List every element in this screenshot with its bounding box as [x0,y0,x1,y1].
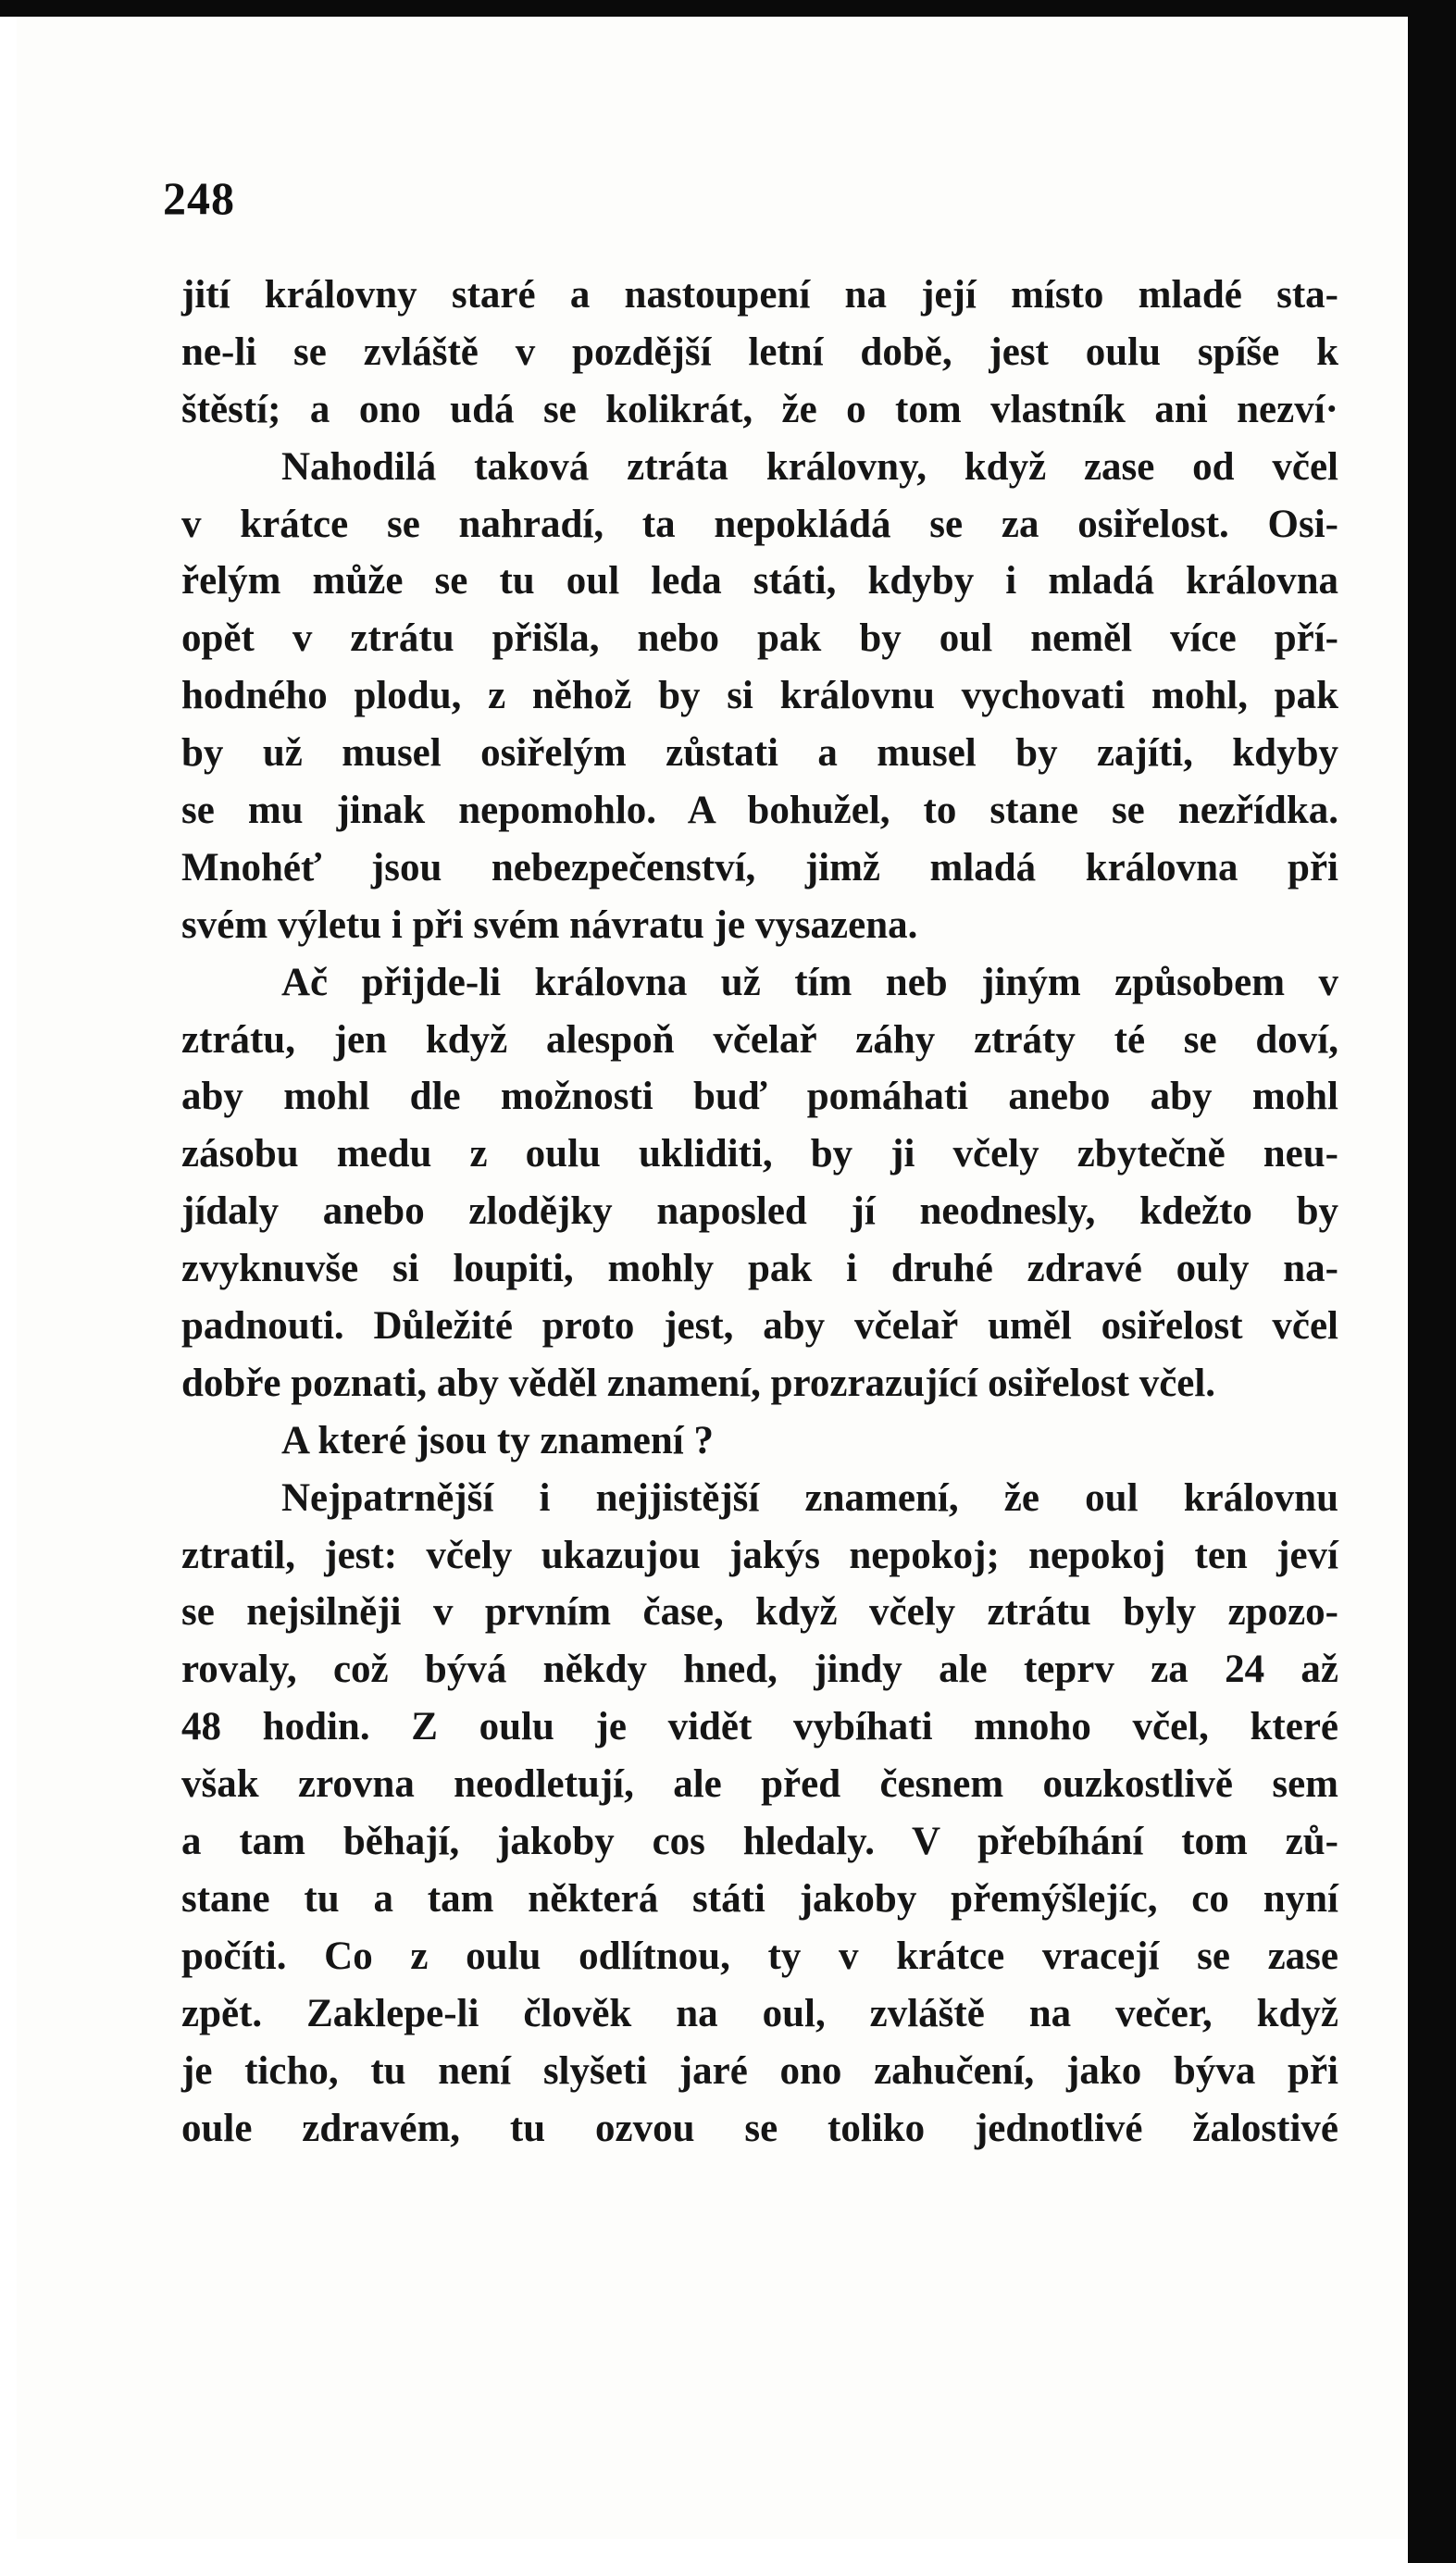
text-line: hodného plodu, z něhož by si královnu vychovati mohl, pak [181,674,1338,718]
text-line: ne-li se zvláště v pozdější letní době, jest oulu spíše k [181,330,1338,374]
scan-top-border [0,0,1456,17]
text-line: zásobu medu z oulu ukliditi, by ji včely zbytečně neu- [181,1132,1338,1176]
text-line: by už musel osiřelým zůstati a musel by zajíti, kdyby [181,731,1338,776]
page-number: 248 [163,172,235,224]
text-line: a tam běhají, jakoby cos hledaly. V přebíhání tom zů- [181,1820,1338,1864]
text-line: opět v ztrátu přišla, nebo pak by oul neměl více pří- [181,616,1338,661]
text-line: ztrátu, jen když alespoň včelař záhy ztráty té se doví, [181,1017,1338,1062]
scan-right-border [1408,0,1456,2563]
text-line: je ticho, tu není slyšeti jaré ono zahučení, jako býva při [181,2048,1338,2093]
text-line: rovaly, což bývá někdy hned, jindy ale teprv za 24 až [181,1648,1338,1692]
text-line: Nejpatrnější i nejjistější znamení, že oul královnu [281,1475,1338,1520]
text-line: padnouti. Důležité proto jest, aby včelař uměl osiřelost včel [181,1304,1338,1349]
text-line: Ač přijde-li královna už tím neb jiným způsobem v [281,960,1338,1004]
text-line: svém výletu i při svém návratu je vysazena. [181,902,918,947]
text-line: řelým může se tu oul leda státi, kdyby i mladá královna [181,559,1338,603]
text-line: se mu jinak nepomohlo. A bohužel, to stane se nezřídka. [181,789,1338,833]
text-line: zvyknuvše si loupiti, mohly pak i druhé zdravé ouly na- [181,1247,1338,1291]
text-line: jití královny staré a nastoupení na její místo mladé sta- [181,273,1338,317]
text-line: 48 hodin. Z oulu je vidět vybíhati mnoho včel, které [181,1705,1338,1749]
text-line: dobře poznati, aby věděl znamení, prozrazující osiřelost včel. [181,1361,1216,1405]
text-line: Mnohéť jsou nebezpečenství, jimž mladá královna při [181,845,1338,890]
text-line: počíti. Co z oulu odlítnou, ty v krátce vracejí se zase [181,1934,1338,1978]
text-line: v krátce se nahradí, ta nepokládá se za osiřelost. Osi- [181,502,1338,546]
text-line: se nejsilněji v prvním čase, když včely ztrátu byly zpozo- [181,1590,1338,1635]
body-text [181,267,1338,2157]
text-line: Nahodilá taková ztráta královny, když zase od včel [281,444,1338,489]
text-line: ztratil, jest: včely ukazujou jakýs nepokoj; nepokoj ten jeví [181,1533,1338,1577]
text-line: štěstí; a ono udá se kolikrát, že o tom vlastník ani nezví· [181,387,1338,431]
text-line: však zrovna neodletují, ale před česnem ouzkostlivě sem [181,1762,1338,1807]
text-line: A které jsou ty znamení ? [281,1418,714,1462]
text-line: aby mohl dle možnosti buď pomáhati anebo aby mohl [181,1075,1338,1119]
text-line: jídaly anebo zlodějky naposled jí neodnesly, kdežto by [181,1189,1338,1234]
text-line: stane tu a tam některá státi jakoby přemýšlejíc, co nyní [181,1876,1338,1921]
text-line: zpět. Zaklepe-li člověk na oul, zvláště na večer, když [181,1991,1338,2035]
text-line: oule zdravém, tu ozvou se toliko jednotlivé žalostivé [181,2106,1338,2150]
